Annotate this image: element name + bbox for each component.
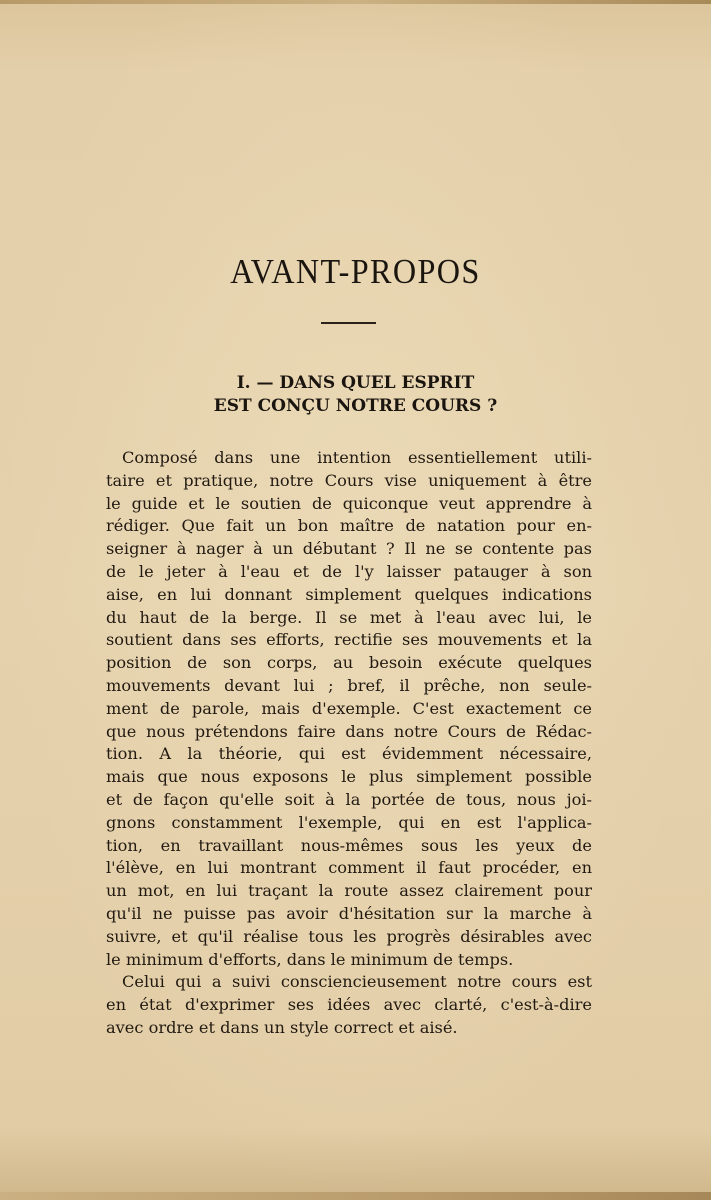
text-line: seigner à nager à un débutant ? Il ne se contente pas <box>106 539 592 559</box>
section-heading-line: EST CONÇU NOTRE COURS ? <box>213 396 498 416</box>
section-heading-line: I. — DANS QUEL ESPRIT <box>236 373 475 393</box>
text-line: que nous prétendons faire dans notre Cours de Rédac- <box>106 721 592 741</box>
text-line: rédiger. Que fait un bon maître de natation pour en- <box>106 516 592 536</box>
text-line: taire et pratique, notre Cours vise uniquement à être <box>106 470 592 490</box>
text-line: de le jeter à l'eau et de l'y laisser patauger à son <box>106 561 592 581</box>
text-line: position de son corps, au besoin exécute quelques <box>106 653 592 673</box>
text-line: soutient dans ses efforts, rectifie ses mouvements et la <box>106 630 592 650</box>
text-line: mais que nous exposons le plus simplement possible <box>106 767 592 787</box>
text-line: Composé dans une intention essentiellement utili- <box>122 448 592 467</box>
section-heading <box>0 372 711 418</box>
text-line: le guide et le soutien de quiconque veut apprendre à <box>106 493 592 513</box>
paragraph-2 <box>106 971 592 1039</box>
text-line: l'élève, en lui montrant comment il faut procéder, en <box>106 858 592 878</box>
text-line: en état d'exprimer ses idées avec clarté, c'est-à-dire <box>106 995 592 1015</box>
paragraph-1 <box>106 447 592 971</box>
text-line: gnons constamment l'exemple, qui en est l'applica- <box>106 812 592 832</box>
text-line: un mot, en lui traçant la route assez clairement pour <box>106 881 592 901</box>
text-line: aise, en lui donnant simplement quelques indications <box>106 584 592 604</box>
text-line: Celui qui a suivi consciencieusement notre cours est <box>122 972 592 992</box>
page-top-edge <box>0 0 711 4</box>
text-line: du haut de la berge. Il se met à l'eau avec lui, le <box>106 607 592 627</box>
text-line: et de façon qu'elle soit à la portée de tous, nous joi- <box>106 789 592 809</box>
title-divider <box>321 322 376 324</box>
text-line: qu'il ne puisse pas avoir d'hésitation sur la marche à <box>106 903 592 923</box>
text-line: tion. A la théorie, qui est évidemment nécessaire, <box>106 744 592 764</box>
text-line: ment de parole, mais d'exemple. C'est exactement ce <box>106 698 592 718</box>
text-line: mouvements devant lui ; bref, il prêche, non seule- <box>106 675 592 695</box>
body-text <box>106 447 592 1040</box>
text-line: le minimum d'efforts, dans le minimum de temps. <box>106 949 514 969</box>
text-line: suivre, et qu'il réalise tous les progrès désirables avec <box>106 926 592 946</box>
text-line: tion, en travaillant nous-mêmes sous les yeux de <box>106 835 592 855</box>
page-bottom-edge <box>0 1192 711 1200</box>
text-line: avec ordre et dans un style correct et aisé. <box>106 1017 458 1037</box>
page-title: AVANT-PROPOS <box>230 252 481 291</box>
